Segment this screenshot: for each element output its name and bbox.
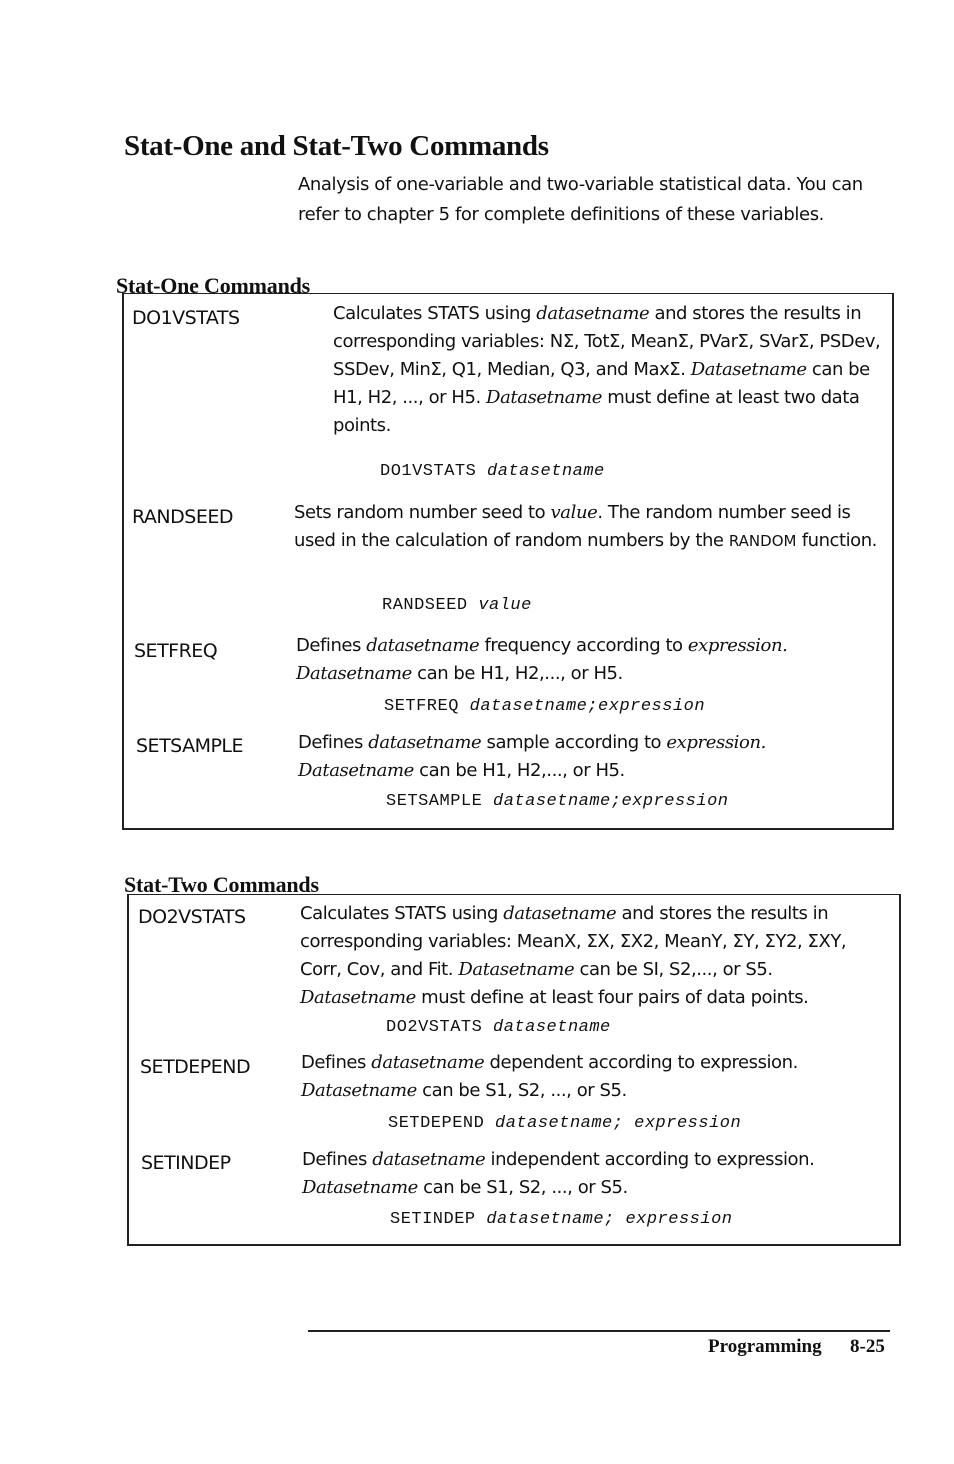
command-desc-setsample: Defines datasetname sample according to expression. Datasetname can be H1, H2,..., or H5. xyxy=(298,732,766,781)
stat-one-title: Stat-One Commands xyxy=(116,273,310,298)
command-name-do2vstats: DO2VSTATS xyxy=(138,906,246,928)
command-name-randseed: RANDSEED xyxy=(132,506,233,528)
command-syntax-do1vstats: DO1VSTATS datasetname xyxy=(380,462,605,481)
footer-page-number: 8-25 xyxy=(850,1336,885,1357)
command-name-setindep: SETINDEP xyxy=(141,1152,231,1174)
command-syntax-randseed: RANDSEED value xyxy=(382,596,532,615)
command-name-setfreq: SETFREQ xyxy=(134,640,218,662)
footer-rule xyxy=(308,1330,890,1332)
command-syntax-setindep: SETINDEP datasetname; expression xyxy=(390,1210,733,1229)
command-desc-do2vstats: Calculates STATS using datasetname and stores the results in corresponding variables: MeanX, ΣX, ΣX2, MeanY, ΣY, ΣY2, ΣXY, Corr, Cov, and Fit. Datasetname can be SI, S2,..., or S5. Datasetname must define at least four pairs of data points. xyxy=(300,903,847,1008)
command-syntax-setsample: SETSAMPLE datasetname;expression xyxy=(386,792,729,811)
command-desc-setdepend: Defines datasetname dependent according to expression. Datasetname can be S1, S2, ..., or S5. xyxy=(301,1052,798,1101)
command-syntax-setdepend: SETDEPEND datasetname; expression xyxy=(388,1114,742,1133)
command-desc-setfreq: Defines datasetname frequency according to expression. Datasetname can be H1, H2,..., or H5. xyxy=(296,635,788,684)
intro-text: Analysis of one-variable and two-variable statistical data. You can refer to chapter 5 for complete definitions of these variables. xyxy=(298,174,863,225)
command-name-setsample: SETSAMPLE xyxy=(136,735,244,757)
command-name-setdepend: SETDEPEND xyxy=(140,1056,251,1078)
command-desc-do1vstats: Calculates STATS using datasetname and stores the results in corresponding variables: NΣ, TotΣ, MeanΣ, PVarΣ, SVarΣ, PSDev, SSDev, MinΣ, Q1, Median, Q3, and MaxΣ. Datasetname can be H1, H2, ..., or H5. Datasetname must define at least two data points. xyxy=(333,303,881,436)
command-name-do1vstats: DO1VSTATS xyxy=(132,307,240,329)
footer-section: Programming xyxy=(708,1336,822,1357)
command-desc-randseed: Sets random number seed to value. The random number seed is used in the calculation of random numbers by the RANDOM function. xyxy=(294,502,877,551)
command-syntax-setfreq: SETFREQ datasetname;expression xyxy=(384,697,706,716)
command-desc-setindep: Defines datasetname independent according to expression. Datasetname can be S1, S2, ..., or S5. xyxy=(302,1149,815,1198)
page-title: Stat-One and Stat-Two Commands xyxy=(124,130,549,162)
stat-two-title: Stat-Two Commands xyxy=(124,872,319,897)
command-syntax-do2vstats: DO2VSTATS datasetname xyxy=(386,1018,611,1037)
